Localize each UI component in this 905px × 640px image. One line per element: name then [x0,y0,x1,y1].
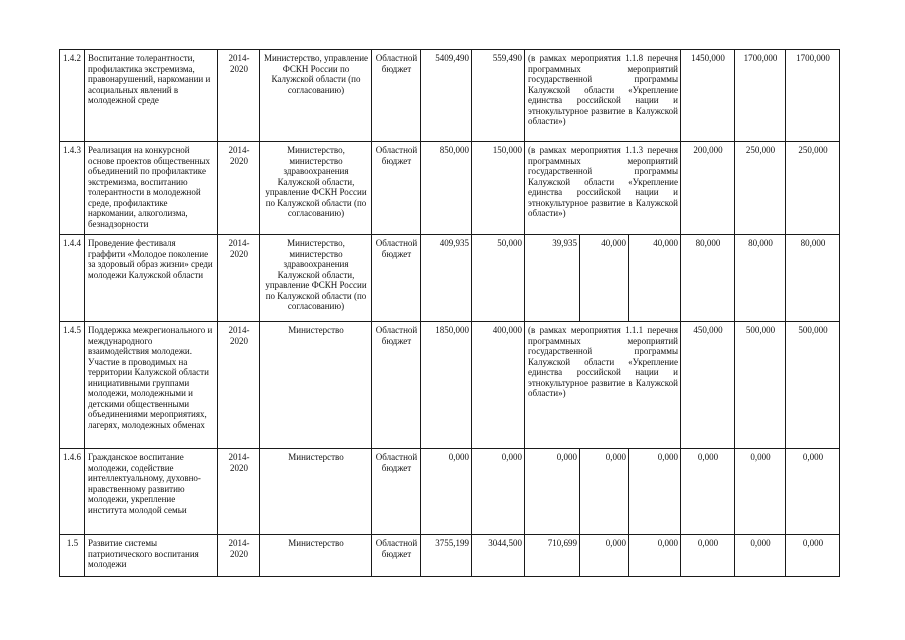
table-row [60,235,840,322]
measure-name: Гражданское воспитание молодежи, содействие интеллектуальному, духовно-нравственному развитию молодежи, укрепление института молодой семьи [85,449,218,535]
row-number: 1.4.6 [60,449,85,535]
implementation-years [218,235,260,322]
row-number: 1.5 [60,535,85,577]
amount-2015: 710,699 [525,535,580,577]
implementation-years [218,322,260,449]
amount-2014: 50,000 [472,235,525,322]
table-row [60,322,840,449]
row-number: 1.4.2 [60,50,85,142]
cross-reference-note: (в рамках мероприятия 1.1.8 перечня программных мероприятий государственной программы Калужской области «Укрепление единства российской нации и этнокультурное развитие в Калужской области») [525,50,681,142]
row-number: 1.4.5 [60,322,85,449]
amount-2019: 500,000 [735,322,786,449]
funding-source: Областной бюджет [372,142,421,235]
amount-2016: 0,000 [580,535,629,577]
executor: Министерство, министерство здравоохранения Калужской области, управление ФСКН России по Калужской области (по согласованию) [260,235,372,322]
amount-2020: 80,000 [786,235,840,322]
amount-2017: 0,000 [629,449,681,535]
amount-2019: 250,000 [735,142,786,235]
amount-2014: 400,000 [472,322,525,449]
amount-2020: 0,000 [786,449,840,535]
table-row [60,449,840,535]
measure-name: Проведение фестиваля граффити «Молодое поколение за здоровый образ жизни» среди молодежи Калужской области [85,235,218,322]
amount-2020: 500,000 [786,322,840,449]
funding-source: Областной бюджет [372,235,421,322]
amount-2018: 0,000 [681,449,735,535]
amount-2014: 150,000 [472,142,525,235]
measure-name: Развитие системы патриотического воспитания молодежи [85,535,218,577]
amount-2018: 80,000 [681,235,735,322]
amount-2018: 0,000 [681,535,735,577]
years-value: 2014- 2020 [228,145,250,166]
amount-2014: 3044,500 [472,535,525,577]
cross-reference-note: (в рамках мероприятия 1.1.1 перечня программных мероприятий государственной программы Калужской области «Укрепление единства российской нации и этнокультурное развитие в Калужской области») [525,322,681,449]
table-row [60,142,840,235]
amount-2014: 0,000 [472,449,525,535]
years-value: 2014- 2020 [228,538,250,559]
years-value: 2014- 2020 [228,53,250,74]
executor: Министерство [260,449,372,535]
total-amount: 1850,000 [421,322,472,449]
amount-2015: 0,000 [525,449,580,535]
total-amount: 850,000 [421,142,472,235]
amount-2016: 0,000 [580,449,629,535]
funding-source: Областной бюджет [372,50,421,142]
amount-2015: 39,935 [525,235,580,322]
total-amount: 409,935 [421,235,472,322]
funding-source: Областной бюджет [372,322,421,449]
amount-2019: 1700,000 [735,50,786,142]
implementation-years [218,50,260,142]
total-amount: 0,000 [421,449,472,535]
amount-2020: 1700,000 [786,50,840,142]
amount-2018: 1450,000 [681,50,735,142]
years-value: 2014- 2020 [228,238,250,259]
implementation-years [218,535,260,577]
implementation-years [218,142,260,235]
executor: Министерство [260,535,372,577]
measure-name: Реализация на конкурсной основе проектов общественных объединений по профилактике экстремизма, воспитанию толерантности в молодежной среде, профилактике наркомании, алкоголизма, безнадзорности [85,142,218,235]
measure-name: Воспитание толерантности, профилактика экстремизма, правонарушений, наркомании и асоциальных явлений в молодежной среде [85,50,218,142]
row-number: 1.4.4 [60,235,85,322]
amount-2018: 200,000 [681,142,735,235]
executor: Министерство, министерство здравоохранения Калужской области, управление ФСКН России по Калужской области (по согласованию) [260,142,372,235]
years-value: 2014- 2020 [228,325,250,346]
measure-name: Поддержка межрегионального и международного взаимодействия молодежи. Участие в проводимых на территории Калужской области инициативными группами молодежи, молодежными и детскими общественными объединениями мероприятиях, лагерях, молодежных обменах [85,322,218,449]
executor: Министерство [260,322,372,449]
funding-source: Областной бюджет [372,449,421,535]
implementation-years [218,449,260,535]
amount-2016: 40,000 [580,235,629,322]
amount-2020: 0,000 [786,535,840,577]
amount-2017: 0,000 [629,535,681,577]
amount-2020: 250,000 [786,142,840,235]
amount-2019: 0,000 [735,449,786,535]
total-amount: 5409,490 [421,50,472,142]
table-row [60,535,840,577]
amount-2014: 559,490 [472,50,525,142]
cross-reference-note: (в рамках мероприятия 1.1.3 перечня программных мероприятий государственной программы Калужской области «Укрепление единства российской нации и этнокультурное развитие в Калужской области») [525,142,681,235]
amount-2018: 450,000 [681,322,735,449]
funding-source: Областной бюджет [372,535,421,577]
amount-2019: 80,000 [735,235,786,322]
amount-2019: 0,000 [735,535,786,577]
total-amount: 3755,199 [421,535,472,577]
executor: Министерство, управление ФСКН России по Калужской области (по согласованию) [260,50,372,142]
years-value: 2014- 2020 [228,452,250,473]
amount-2017: 40,000 [629,235,681,322]
row-number: 1.4.3 [60,142,85,235]
program-measures-table [59,49,840,577]
table-row [60,50,840,142]
